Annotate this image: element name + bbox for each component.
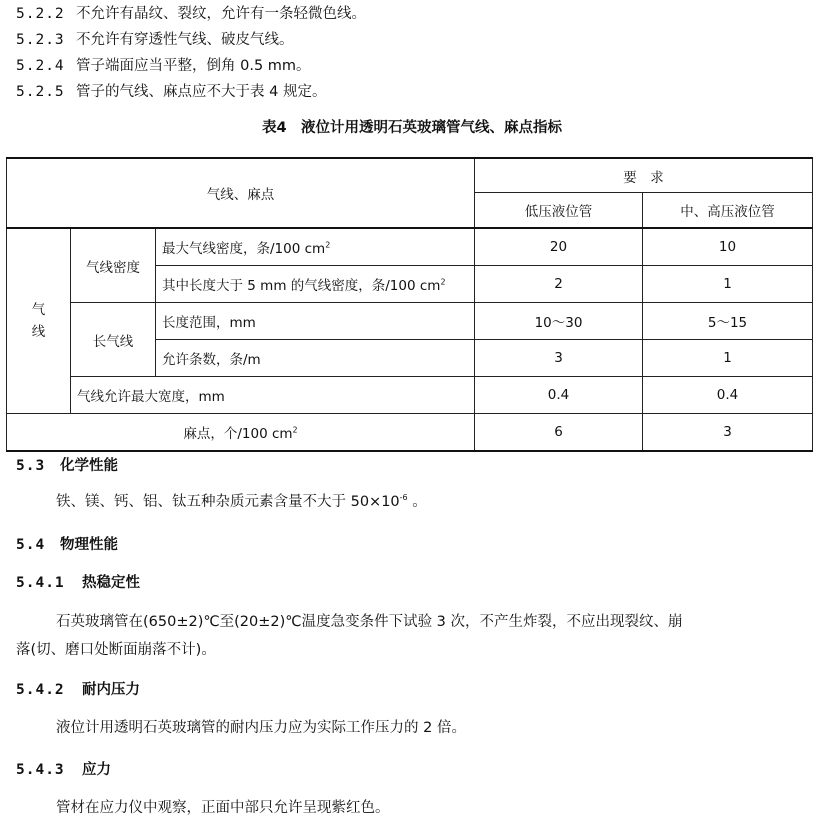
header-left: 气线、麻点 [7, 158, 475, 228]
row-label: 允许条数，条/m [156, 340, 475, 377]
value-high: 1 [643, 266, 813, 303]
value-high: 3 [643, 414, 813, 452]
clause-text: 管子端面应当平整，倒角 0.5 mm。 [76, 58, 311, 74]
section-title: 化学性能 [60, 458, 118, 474]
clause-text: 管子的气线、麻点应不大于表 4 规定。 [76, 84, 327, 100]
group-cell [7, 228, 71, 414]
value-high: 5～15 [643, 303, 813, 340]
clause-number: 5.2.2 [16, 6, 65, 22]
clause-5-2-3 [16, 30, 294, 50]
section-heading-5-4-1 [16, 573, 140, 593]
section-body-5-4-1-line2: 落(切、磨口处断面崩落不计)。 [16, 642, 216, 658]
section-number: 5.4 [16, 537, 46, 553]
row-label: 气线允许最大宽度，mm [71, 377, 475, 414]
section-title: 物理性能 [60, 537, 118, 553]
clause-text: 不允许有穿透性气线、破皮气线。 [76, 32, 294, 48]
clause-text: 不允许有晶纹、裂纹，允许有一条轻微色线。 [76, 6, 366, 22]
value-low: 10～30 [475, 303, 643, 340]
value-low: 0.4 [475, 377, 643, 414]
group-label: 气 线 [31, 302, 46, 340]
subgroup-density: 气线密度 [71, 228, 156, 303]
section-number: 5.3 [16, 458, 46, 474]
section-heading-5-4-2 [16, 680, 140, 700]
value-low: 6 [475, 414, 643, 452]
section-title: 应力 [82, 762, 111, 778]
row-label: 最大气线密度，条/100 $cm^2$ [156, 228, 475, 266]
header-low-pressure: 低压液位管 [475, 193, 643, 229]
table-row [7, 414, 813, 452]
spec-table [6, 157, 813, 452]
section-title: 耐内压力 [82, 682, 140, 698]
table-row [7, 377, 813, 414]
row-label: 麻点，个/100 $cm^2$ [7, 414, 475, 452]
clause-number: 5.2.4 [16, 58, 65, 74]
section-title: 热稳定性 [82, 575, 140, 591]
clause-number: 5.2.5 [16, 84, 65, 100]
clause-number: 5.2.3 [16, 32, 65, 48]
clause-5-2-5 [16, 82, 326, 102]
section-body-5-4-1-line1: 石英玻璃管在(650±2)℃至(20±2)℃温度急变条件下试验 3 次，不产生炸裂，不应出现裂纹、崩 [56, 614, 683, 630]
subgroup-long: 长气线 [71, 303, 156, 377]
clause-5-2-4 [16, 56, 311, 76]
section-heading-5-3 [16, 456, 118, 476]
section-body-5-4-3: 管材在应力仪中观察，正面中部只允许呈现紫红色。 [56, 800, 390, 816]
section-number: 5.4.2 [16, 682, 65, 698]
section-number: 5.4.3 [16, 762, 65, 778]
clause-5-2-2 [16, 4, 366, 24]
value-high: 1 [643, 340, 813, 377]
section-body-5-3: 铁、镁、钙、铝、钛五种杂质元素含量不大于 $50\times 10^{-6}$ 。 [56, 493, 427, 510]
header-requirement: 要 求 [475, 158, 813, 193]
section-heading-5-4-3 [16, 760, 111, 780]
section-body-5-4-2: 液位计用透明石英玻璃管的耐内压力应为实际工作压力的 2 倍。 [56, 720, 466, 736]
table-row [7, 228, 813, 266]
value-high: 10 [643, 228, 813, 266]
table-row [7, 303, 813, 340]
value-low: 2 [475, 266, 643, 303]
table-caption: 表4 液位计用透明石英玻璃管气线、麻点指标 [261, 120, 563, 136]
value-high: 0.4 [643, 377, 813, 414]
header-high-pressure: 中、高压液位管 [643, 193, 813, 229]
row-label: 其中长度大于 5 mm 的气线密度，条/100 $cm^2$ [156, 266, 475, 303]
value-low: 20 [475, 228, 643, 266]
table-header-row [7, 158, 813, 193]
row-label: 长度范围，mm [156, 303, 475, 340]
section-number: 5.4.1 [16, 575, 65, 591]
value-low: 3 [475, 340, 643, 377]
section-heading-5-4 [16, 535, 118, 555]
